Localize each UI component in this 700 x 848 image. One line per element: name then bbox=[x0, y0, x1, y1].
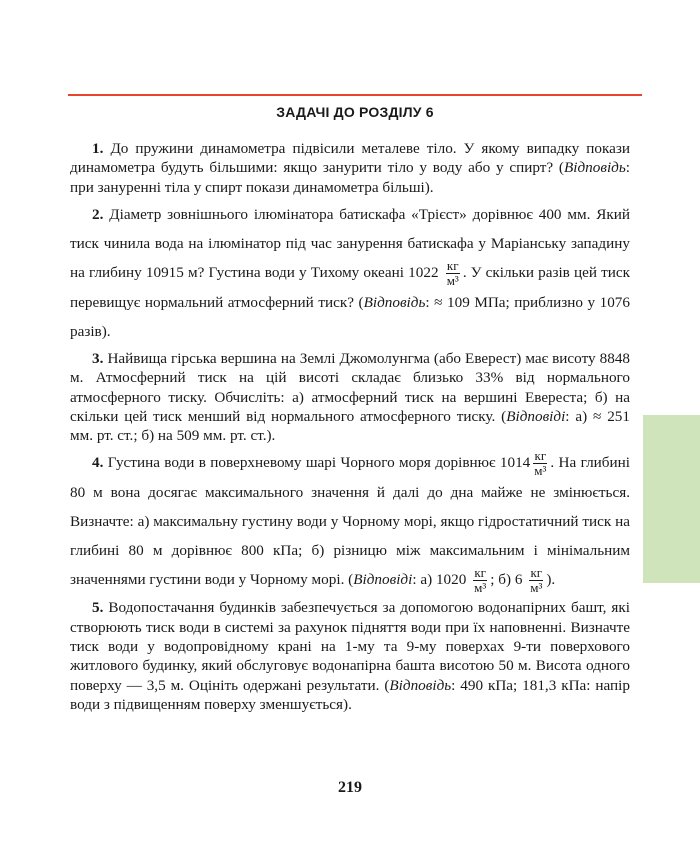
unit-denominator: м³ bbox=[530, 580, 543, 596]
problem-number: 4. bbox=[92, 454, 104, 472]
unit-numerator: кг bbox=[534, 448, 547, 464]
problem-text: Найвища гірська вершина на Землі Джомолунгма (або Еверест) має висоту 8848 м. Атмосферний тиск на цій висоті складає близько 33% від нормального атмосферного тиску. Обчисліть: а) атмосферний тиск на вершині Евереста; б) на скільки цей тиск менший від нормального атмосферного тиску. ( bbox=[70, 349, 631, 425]
answer-text: : ≈ 109 МПа; приблизно у 1076 разів). bbox=[70, 293, 630, 340]
page-number: 219 bbox=[338, 779, 362, 796]
problem-text: Густина води в поверхневому шарі Чорного моря дорівнює 1014 bbox=[107, 454, 531, 472]
header-rule bbox=[68, 94, 642, 96]
problem-text-cont: . У скільки разів цей тиск перевищує нормальний атмосферний тиск? ( bbox=[70, 263, 631, 311]
answer-text: : а) ≈ 251 мм. рт. ст.; б) на 509 мм. рт. ст.). bbox=[70, 407, 630, 445]
unit-numerator: кг bbox=[474, 565, 487, 581]
problem-text: Діаметр зовнішнього ілюмінатора батискафа «Трієст» дорівнює 400 мм. Який тиск чинила вода на ілюмінатор під час занурення батискафа у Маріанську западину на глибину 10915 м? Густина води у Тихому океані 1022 bbox=[70, 205, 630, 281]
problems-list bbox=[70, 139, 630, 717]
answer-text: : при зануренні тіла у спирт покази динамометра більші). bbox=[70, 159, 630, 196]
problem-1 bbox=[70, 139, 630, 197]
unit-denominator: м³ bbox=[534, 463, 547, 479]
problem-text: Водопостачання будинків забезпечується за допомогою водонапірних башт, які створюють тиск води в системі за рахунок підняття води при їх наповненні. Визначте тиск води у водопровідному крані на 1-му та 9-му поверхах 9-ти поверхового житлового будинку, який обслуговує водонапірна башта висотою 50 м. Висота одного поверху — 3,5 м. Оцініть одержані результати. ( bbox=[70, 599, 631, 694]
unit-denominator: м³ bbox=[474, 580, 487, 596]
problem-5 bbox=[70, 598, 630, 714]
chapter-side-tab bbox=[643, 415, 700, 583]
density-unit-fraction bbox=[533, 449, 547, 478]
answer-label: Відповідь bbox=[363, 293, 426, 311]
problem-2 bbox=[70, 200, 630, 346]
problem-number: 2. bbox=[92, 205, 104, 223]
answer-label: Відповідь bbox=[389, 676, 452, 694]
density-unit-fraction bbox=[473, 566, 487, 595]
answer-text: : 490 кПа; 181,3 кПа: напір води з підвищенням поверху зменшується). bbox=[70, 676, 630, 713]
unit-denominator: м³ bbox=[446, 272, 459, 288]
problem-text-cont: . На глибині 80 м вона досягає максимального значення й далі до дна майже не змінюється. Визначте: а) максимальну густину води у Чорному морі, якщо гідростатичний тиск на глибині 80 м дорівнює 800 кПа; б) різницю між максимальним і мінімальним значеннями густини води у Чорному морі. ( bbox=[70, 454, 631, 589]
answer-text: ). bbox=[546, 571, 556, 589]
answer-label: Відповіді bbox=[353, 571, 413, 589]
answer-label: Відповідь bbox=[563, 159, 626, 177]
problem-number: 5. bbox=[92, 599, 104, 617]
section-title: ЗАДАЧІ ДО РОЗДІЛУ 6 bbox=[276, 104, 434, 120]
problem-4 bbox=[70, 448, 630, 595]
answer-text: ; б) 6 bbox=[490, 571, 523, 589]
answer-text: : а) 1020 bbox=[412, 571, 467, 589]
answer-label: Відповіді bbox=[506, 407, 566, 425]
density-unit-fraction bbox=[529, 566, 543, 595]
problem-3 bbox=[70, 349, 630, 445]
problem-number: 1. bbox=[92, 140, 104, 157]
unit-numerator: кг bbox=[530, 565, 543, 581]
unit-numerator: кг bbox=[446, 257, 459, 273]
problem-text: До пружини динамометра підвісили металеве тіло. У якому випадку покази динамометра будуть більшими: якщо занурити тіло у воду або у спирт? ( bbox=[70, 140, 630, 177]
density-unit-fraction bbox=[446, 259, 460, 288]
problem-number: 3. bbox=[92, 349, 104, 367]
